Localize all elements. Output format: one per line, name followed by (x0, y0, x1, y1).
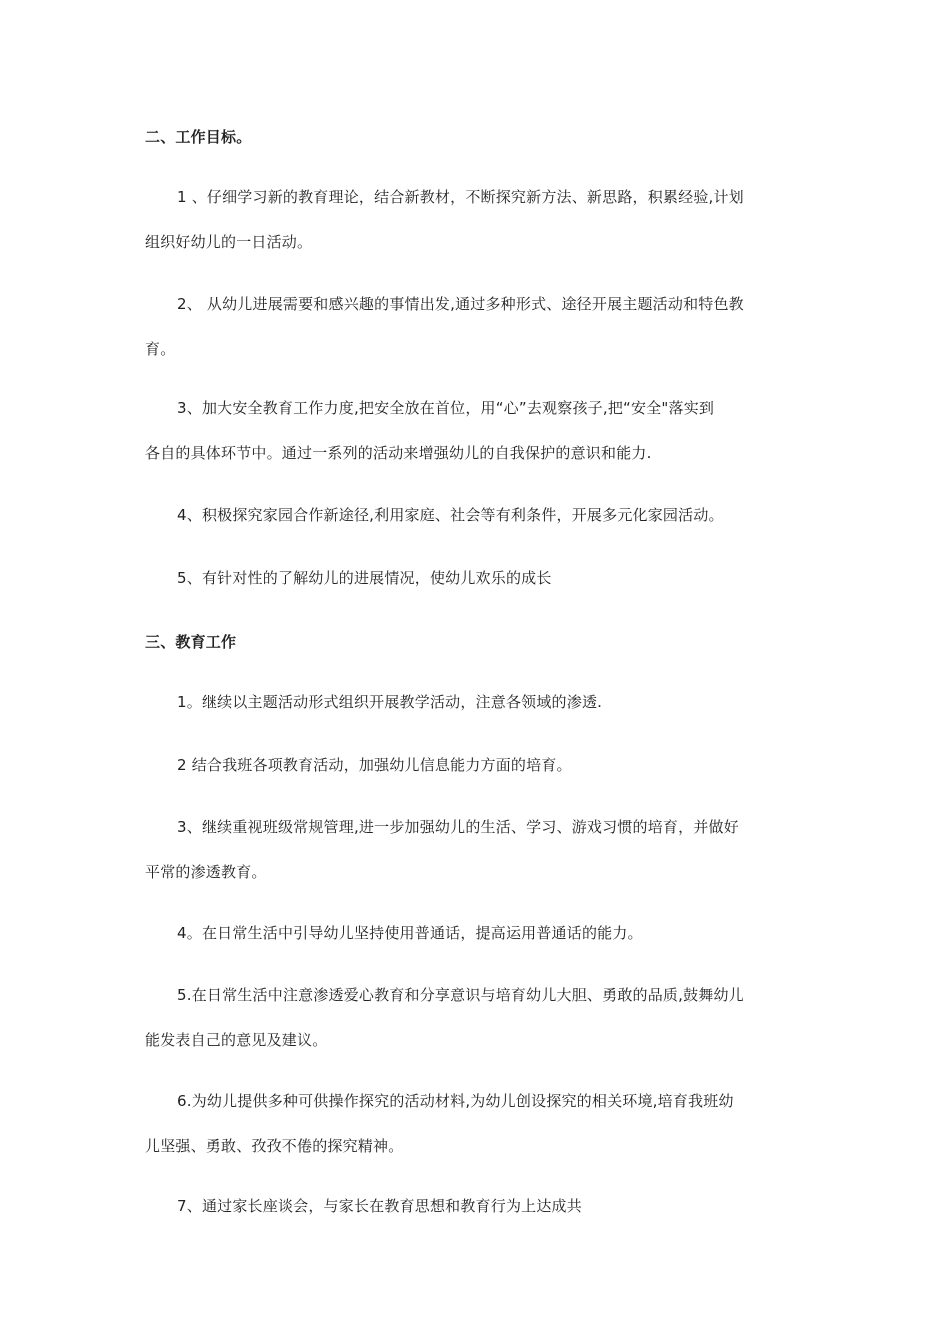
paragraph-line: 平常的渗透教育。 (145, 863, 267, 881)
paragraph-line: 1。继续以主题活动形式组织开展教学活动，注意各领域的渗透. (177, 693, 603, 711)
paragraph-line: 5.在日常生活中注意渗透爱心教育和分享意识与培育幼儿大胆、勇敢的品质,鼓舞幼儿 (177, 986, 744, 1004)
paragraph-line: 各自的具体环节中。通过一系列的活动来增强幼儿的自我保护的意识和能力. (145, 444, 652, 462)
paragraph-line: 1 、仔细学习新的教育理论，结合新教材，不断探究新方法、新思路，积累经验,计划 (177, 188, 744, 206)
paragraph-line: 2、 从幼儿进展需要和感兴趣的事情出发,通过多种形式、途径开展主题活动和特色教 (177, 295, 744, 313)
paragraph-line: 2 结合我班各项教育活动，加强幼儿信息能力方面的培育。 (177, 756, 572, 774)
paragraph-line: 儿坚强、勇敢、孜孜不倦的探究精神。 (145, 1137, 404, 1155)
paragraph-line: 6.为幼儿提供多种可供操作探究的活动材料,为幼儿创设探究的相关环境,培育我班幼 (177, 1092, 734, 1110)
paragraph-line: 3、加大安全教育工作力度,把安全放在首位，用“心”去观察孩子,把“安全"落实到 (177, 399, 715, 417)
section-heading-education: 三、教育工作 (145, 633, 237, 651)
paragraph-line: 3、继续重视班级常规管理,进一步加强幼儿的生活、学习、游戏习惯的培育，并做好 (177, 818, 739, 836)
paragraph-line: 4、积极探究家园合作新途径,利用家庭、社会等有利条件，开展多元化家园活动。 (177, 506, 724, 524)
paragraph-line: 组织好幼儿的一日活动。 (145, 233, 313, 251)
paragraph-line: 4。在日常生活中引导幼儿坚持使用普通话，提高运用普通话的能力。 (177, 924, 643, 942)
section-heading-goals: 二、工作目标。 (145, 128, 252, 146)
paragraph-line: 能发表自己的意见及建议。 (145, 1031, 328, 1049)
paragraph-line: 5、有针对性的了解幼儿的进展情况，使幼儿欢乐的成长 (177, 569, 552, 587)
paragraph-line: 育。 (145, 340, 176, 358)
paragraph-line: 7、通过家长座谈会，与家长在教育思想和教育行为上达成共 (177, 1197, 582, 1215)
